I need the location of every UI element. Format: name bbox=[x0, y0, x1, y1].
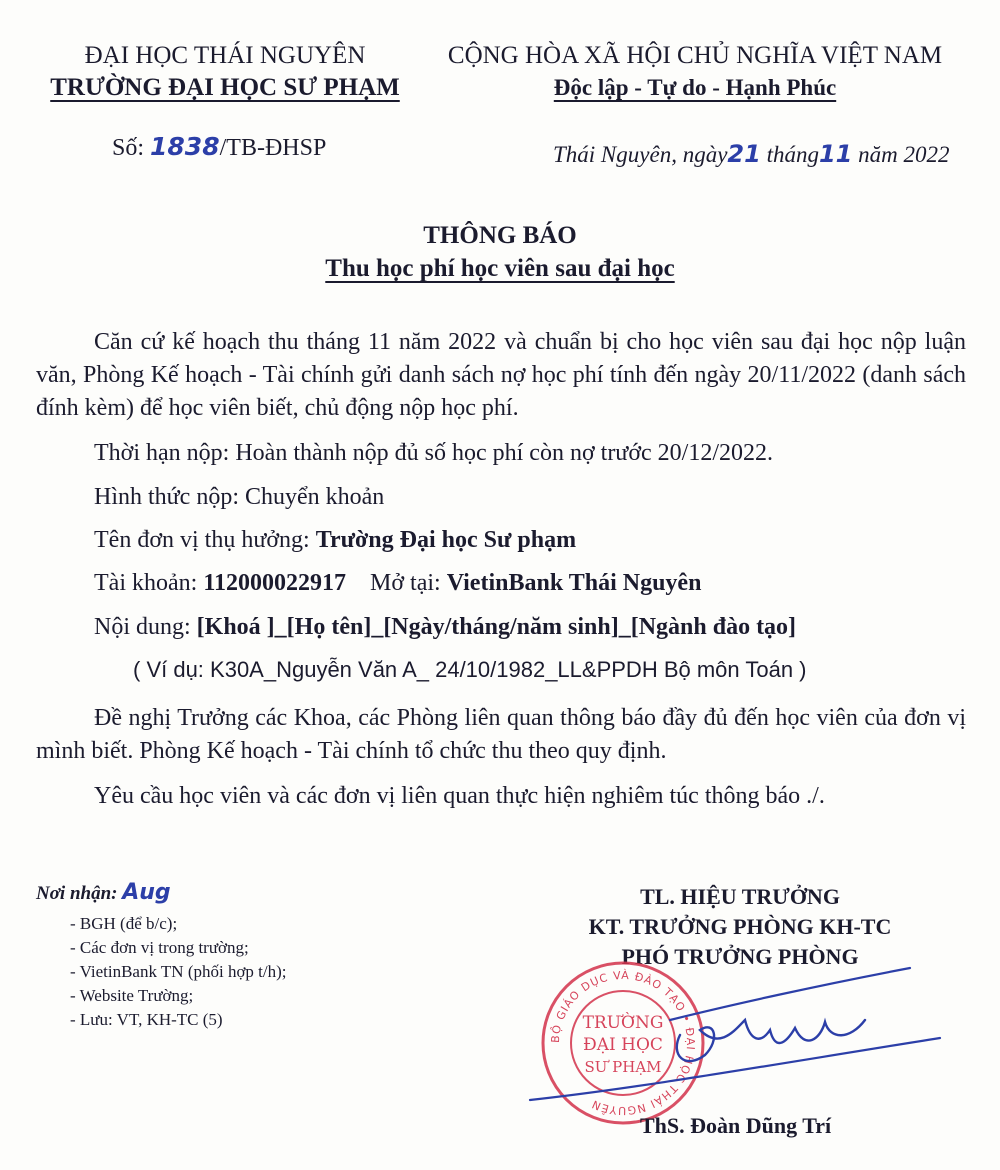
recipient-item: - Lưu: VT, KH-TC (5) bbox=[70, 1010, 223, 1029]
doc-no-prefix: Số: bbox=[112, 135, 145, 161]
notice-title: THÔNG BÁO bbox=[423, 222, 577, 249]
signature-title-1: TL. HIỆU TRƯỞNG bbox=[640, 884, 840, 909]
date-mid: tháng bbox=[766, 142, 819, 167]
recipient-item: - VietinBank TN (phối hợp t/h); bbox=[70, 962, 287, 981]
recipients-label-wrap bbox=[36, 880, 171, 905]
date-day: 21 bbox=[727, 140, 761, 168]
beneficiary-value: Trường Đại học Sư phạm bbox=[315, 527, 577, 553]
body-deadline: Thời hạn nộp: Hoàn thành nộp đủ số học phí còn nợ trước 20/12/2022. bbox=[94, 440, 773, 466]
issuer-parent: ĐẠI HỌC THÁI NGUYÊN bbox=[84, 42, 366, 69]
stamp-line-1: TRƯỜNG bbox=[582, 1013, 664, 1033]
doc-no-handwritten: 1838 bbox=[150, 132, 220, 161]
issuer-block bbox=[40, 40, 410, 104]
national-title: CỘNG HÒA XÃ HỘI CHỦ NGHĨA VIỆT NAM bbox=[447, 42, 943, 69]
stamp-line-3: SƯ PHẠM bbox=[584, 1058, 662, 1076]
stamp-outer-text: BỘ GIÁO DỤC VÀ ĐÀO TẠO • ĐẠI HỌC THÁI NGUYÊN bbox=[548, 968, 698, 1118]
notice-subtitle-wrap bbox=[0, 255, 1000, 283]
content-value: [Khoá ]_[Họ tên]_[Ngày/tháng/năm sinh]_[Ngành đào tạo] bbox=[196, 614, 797, 640]
signature-title-3: PHÓ TRƯỞNG PHÒNG bbox=[621, 944, 859, 969]
body-account bbox=[94, 568, 701, 598]
notice-subtitle: Thu học phí học viên sau đại học bbox=[325, 255, 675, 282]
date-prefix: Thái Nguyên, ngày bbox=[553, 142, 728, 167]
handwritten-signature bbox=[520, 960, 960, 1110]
stamp-line-2: ĐẠI HỌC bbox=[583, 1035, 663, 1055]
national-motto: Độc lập - Tự do - Hạnh Phúc bbox=[553, 75, 837, 100]
date-suffix: năm 2022 bbox=[858, 142, 950, 167]
signature-title-2: KT. TRƯỞNG PHÒNG KH-TC bbox=[588, 914, 892, 939]
body-content bbox=[94, 612, 796, 642]
beneficiary-label: Tên đơn vị thụ hưởng: bbox=[94, 527, 310, 553]
body-paragraph-2: Đề nghị Trưởng các Khoa, các Phòng liên quan thông báo đầy đủ đến học viên của đơn vị mình biết. Phòng Kế hoạch - Tài chính tổ chức thu theo quy định. bbox=[36, 705, 966, 764]
recipient-item: - BGH (để b/c); bbox=[70, 914, 178, 933]
body-paragraph-1: Căn cứ kế hoạch thu tháng 11 năm 2022 và chuẩn bị cho học viên sau đại học nộp luận văn, Phòng Kế hoạch - Tài chính gửi danh sách nợ học phí tính đến ngày 20/11/2022 (danh sách đính kèm) để học viên biết, chủ động nộp học phí. bbox=[36, 329, 966, 421]
signer-name: ThS. Đoàn Dũng Trí bbox=[640, 1113, 832, 1138]
content-label: Nội dung: bbox=[94, 614, 191, 640]
bank-value: VietinBank Thái Nguyên bbox=[446, 570, 702, 596]
body-paragraph-3: Yêu cầu học viên và các đơn vị liên quan thực hiện nghiêm túc thông báo ./. bbox=[94, 783, 825, 809]
account-label: Tài khoản: bbox=[94, 570, 198, 596]
document-date bbox=[553, 140, 949, 168]
national-header bbox=[420, 40, 970, 104]
document-number bbox=[112, 132, 326, 162]
recipient-item: - Các đơn vị trong trường; bbox=[70, 938, 249, 957]
recipients-initials: Aug bbox=[122, 880, 171, 905]
body-method: Hình thức nộp: Chuyển khoản bbox=[94, 484, 385, 510]
body-beneficiary bbox=[94, 525, 576, 555]
bank-label: Mở tại: bbox=[370, 570, 441, 596]
recipients-label: Nơi nhận: bbox=[36, 883, 118, 904]
account-value: 112000022917 bbox=[203, 570, 346, 596]
date-month: 11 bbox=[818, 140, 853, 168]
body-example: ( Ví dụ: K30A_Nguyễn Văn A_ 24/10/1982_LL&PPDH Bộ môn Toán ) bbox=[133, 657, 807, 682]
recipient-item: - Website Trường; bbox=[70, 986, 194, 1005]
issuer-name: TRƯỜNG ĐẠI HỌC SƯ PHẠM bbox=[50, 74, 400, 101]
doc-no-suffix: /TB-ĐHSP bbox=[219, 135, 327, 161]
